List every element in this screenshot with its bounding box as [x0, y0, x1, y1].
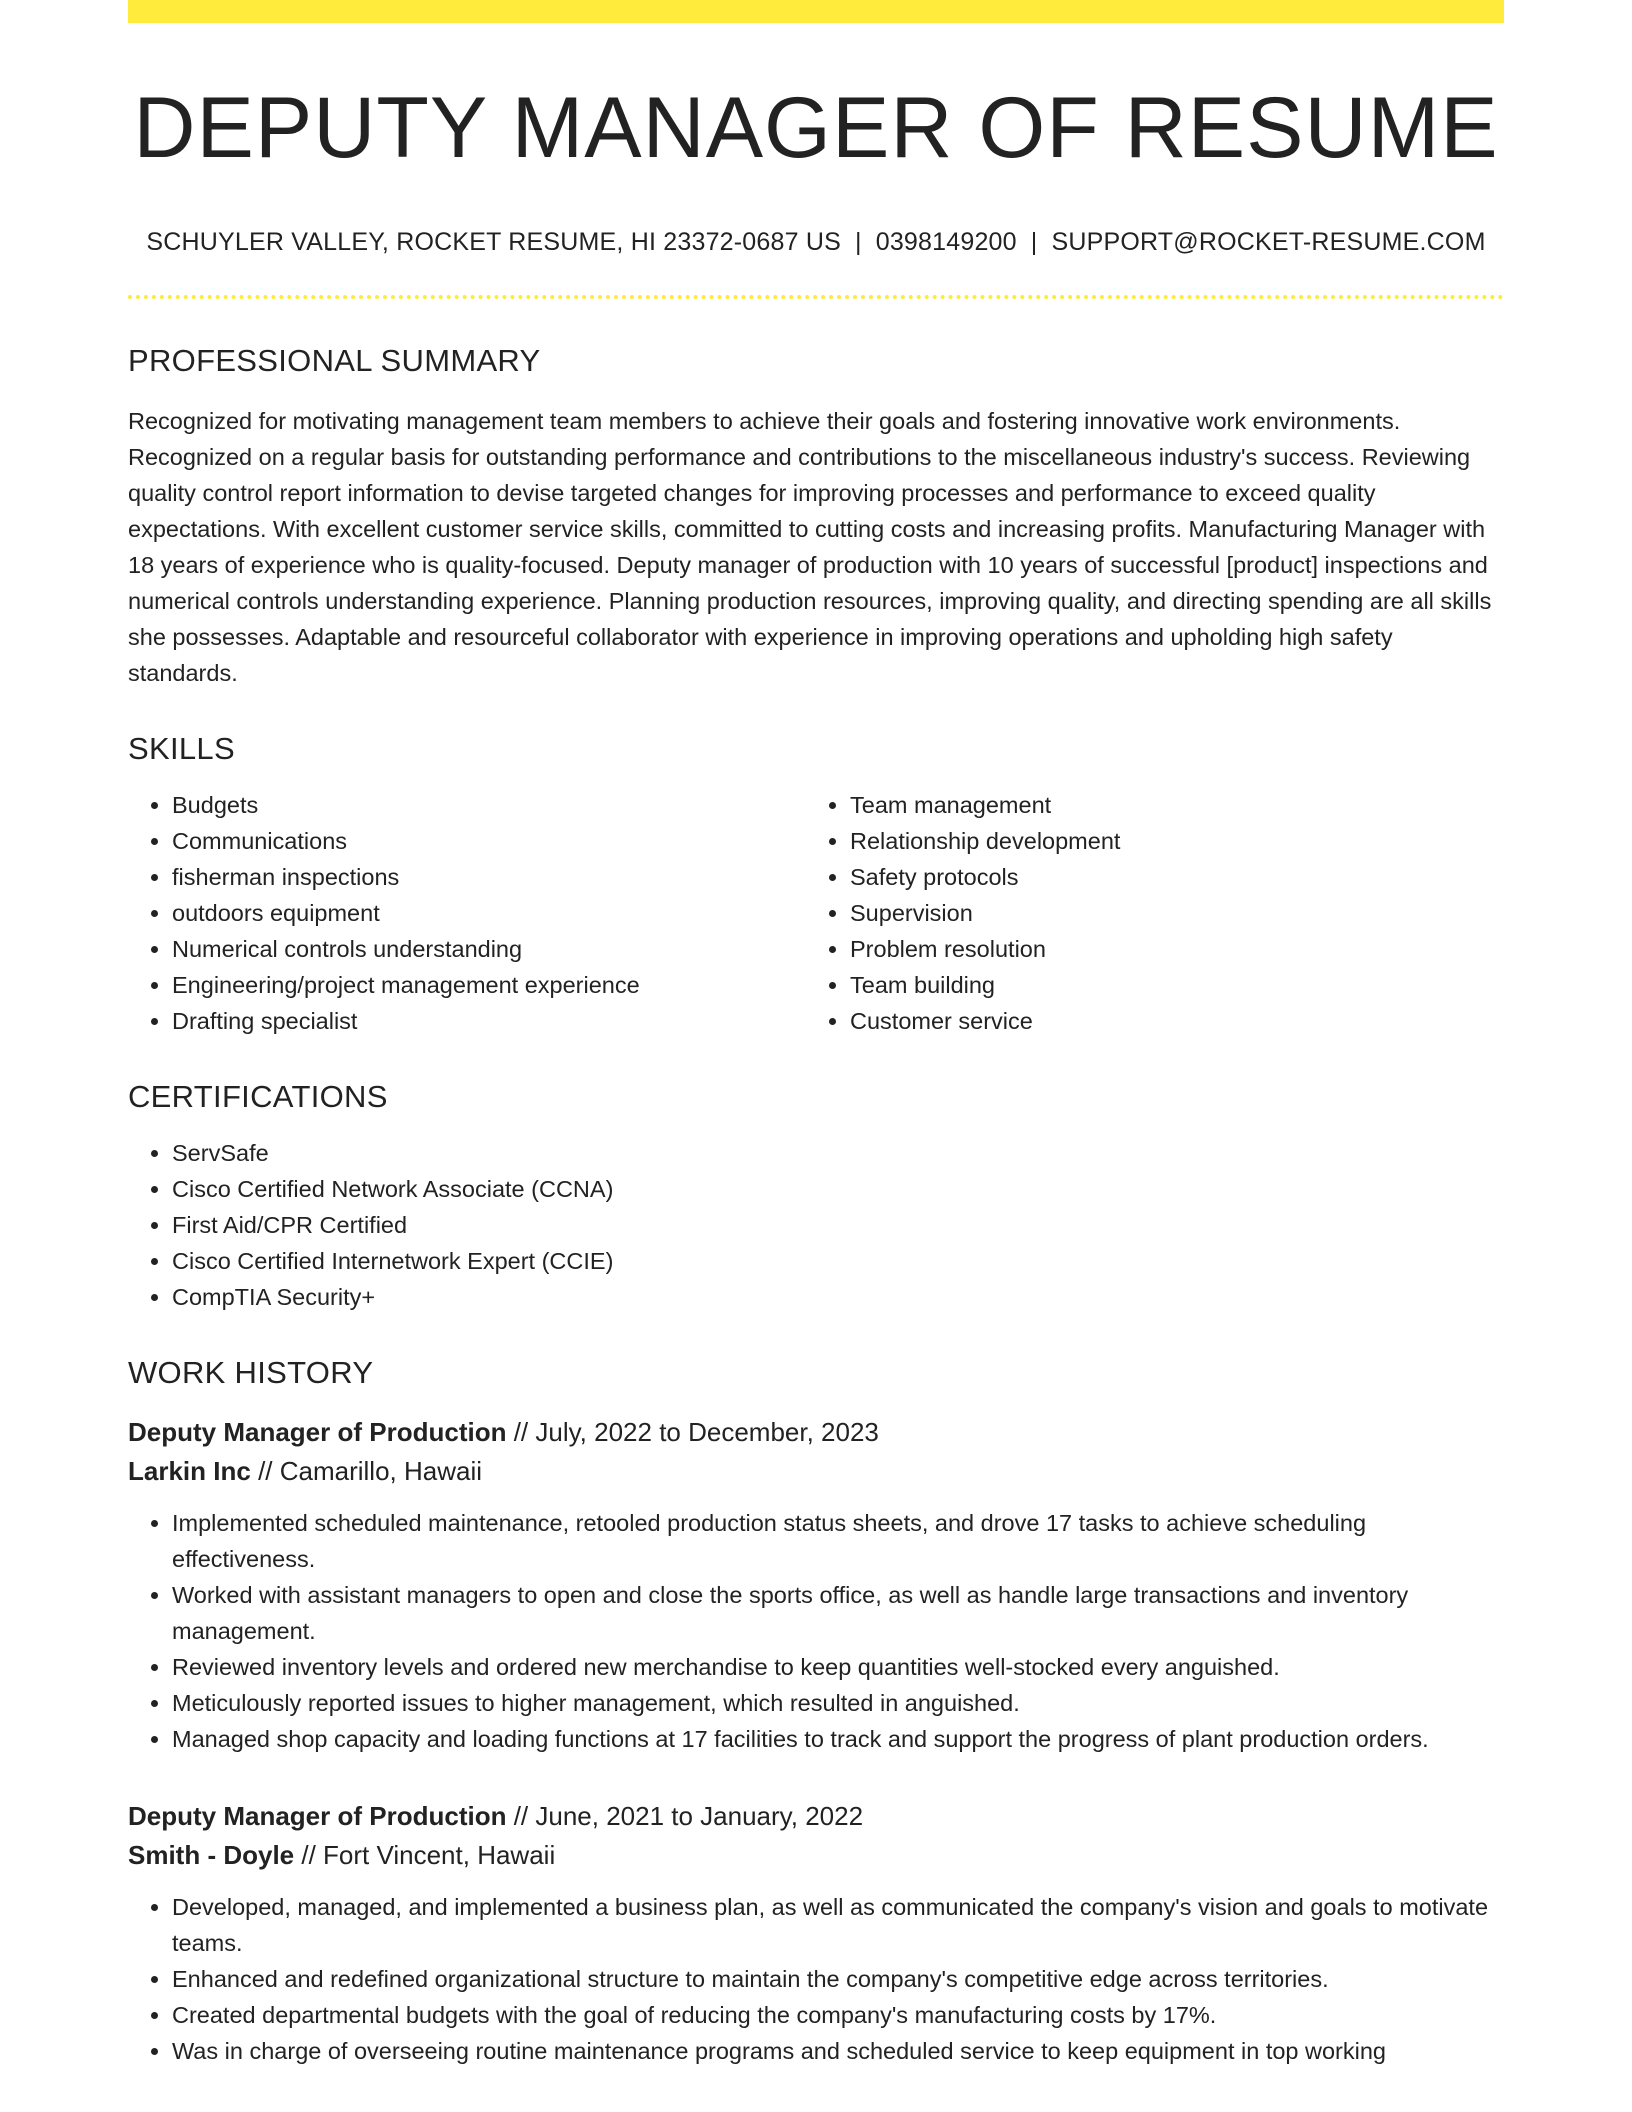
skill-item: • Relationship development — [850, 823, 1484, 859]
skill-item: • Supervision — [850, 895, 1484, 931]
skill-item: • Safety protocols — [850, 859, 1484, 895]
certification-item: • Cisco Certified Network Associate (CCNA) — [172, 1171, 1504, 1207]
job-entry — [128, 1413, 1504, 1757]
job-company-line — [128, 1836, 1504, 1875]
job-location: // Fort Vincent, Hawaii — [301, 1839, 556, 1870]
contact-address: SCHUYLER VALLEY, ROCKET RESUME, HI 23372-0687 US — [146, 227, 842, 256]
skill-item: • Communications — [172, 823, 806, 859]
summary-heading: PROFESSIONAL SUMMARY — [128, 342, 541, 378]
job-company: Larkin Inc — [128, 1455, 251, 1486]
contact-phone: 0398149200 — [875, 227, 1017, 256]
skills-list-right — [806, 787, 1484, 1039]
work-history-heading: WORK HISTORY — [128, 1354, 374, 1390]
job-bullet: • Reviewed inventory levels and ordered new merchandise to keep quantities well-stocked every anguished. — [172, 1649, 1504, 1685]
job-bullets — [128, 1889, 1504, 2069]
skills-column-right — [806, 787, 1484, 1039]
job-company: Smith - Doyle — [128, 1839, 295, 1870]
job-dates: // July, 2022 to December, 2023 — [513, 1416, 879, 1447]
job-title-line — [128, 1797, 1504, 1836]
job-bullet: • Managed shop capacity and loading functions at 17 facilities to track and support the progress of plant production orders. — [172, 1721, 1504, 1757]
skill-item: • Problem resolution — [850, 931, 1484, 967]
job-bullet: • Enhanced and redefined organizational structure to maintain the company's competitive edge across territories. — [172, 1961, 1504, 1997]
job-bullet: • Meticulously reported issues to higher management, which resulted in anguished. — [172, 1685, 1504, 1721]
skills-section — [128, 731, 1504, 1039]
skill-item: • Team building — [850, 967, 1484, 1003]
job-title: Deputy Manager of Production — [128, 1416, 507, 1447]
skill-item: • fisherman inspections — [172, 859, 806, 895]
accent-bar — [128, 0, 1504, 23]
contact-separator: | — [1030, 227, 1038, 256]
certification-item: • CompTIA Security+ — [172, 1279, 1504, 1315]
job-title-line — [128, 1413, 1504, 1452]
skill-item: • outdoors equipment — [172, 895, 806, 931]
certifications-list — [128, 1135, 1504, 1315]
job-bullet: • Was in charge of overseeing routine maintenance programs and scheduled service to keep equipment in top working — [172, 2033, 1504, 2069]
certifications-section — [128, 1079, 1504, 1315]
contact-separator: | — [855, 227, 862, 256]
skill-item: • Engineering/project management experience — [172, 967, 806, 1003]
certification-item: • ServSafe — [172, 1135, 1504, 1171]
job-bullet: • Created departmental budgets with the goal of reducing the company's manufacturing costs by 17%. — [172, 1997, 1504, 2033]
job-entry — [128, 1797, 1504, 2069]
job-bullet: • Worked with assistant managers to open and close the sports office, as well as handle large transactions and inventory management. — [172, 1577, 1504, 1649]
skill-item: • Drafting specialist — [172, 1003, 806, 1039]
skill-item: • Team management — [850, 787, 1484, 823]
skill-item: • Customer service — [850, 1003, 1484, 1039]
dotted-divider — [128, 295, 1504, 299]
contact-email: SUPPORT@ROCKET-RESUME.COM — [1051, 227, 1486, 256]
certification-item: • Cisco Certified Internetwork Expert (CCIE) — [172, 1243, 1504, 1279]
job-company-line — [128, 1452, 1504, 1491]
resume-page — [128, 0, 1504, 2069]
job-title: Deputy Manager of Production — [128, 1800, 507, 1831]
skills-columns — [128, 787, 1504, 1039]
job-bullet: • Developed, managed, and implemented a business plan, as well as communicated the company's vision and goals to motivate teams. — [172, 1889, 1504, 1961]
job-bullets — [128, 1505, 1504, 1757]
skills-heading: SKILLS — [128, 730, 235, 766]
job-location: // Camarillo, Hawaii — [258, 1455, 483, 1486]
skills-column-left — [128, 787, 806, 1039]
skill-item: • Numerical controls understanding — [172, 931, 806, 967]
certification-item: • First Aid/CPR Certified — [172, 1207, 1504, 1243]
skill-item: • Budgets — [172, 787, 806, 823]
work-history-section — [128, 1355, 1504, 2069]
contact-line — [128, 228, 1504, 257]
job-bullet: • Implemented scheduled maintenance, retooled production status sheets, and drove 17 tasks to achieve scheduling effectiveness. — [172, 1505, 1504, 1577]
certifications-heading: CERTIFICATIONS — [128, 1078, 388, 1114]
summary-text: Recognized for motivating management team members to achieve their goals and fostering innovative work environments. Recognized on a regular basis for outstanding performance and contributions to the miscellaneous industry's success. Reviewing quality control report information to devise targeted changes for improving processes and performance to exceed quality expectations. With excellent customer service skills, committed to cutting costs and increasing profits. Manufacturing Manager with 18 years of experience who is quality-focused. Deputy manager of production with 10 years of successful [product] inspections and numerical controls understanding experience. Planning production resources, improving quality, and directing spending are all skills she possesses. Adaptable and resourceful collaborator with experience in improving operations and upholding high safety standards. — [128, 407, 1492, 686]
job-dates: // June, 2021 to January, 2022 — [513, 1800, 864, 1831]
skills-list-left — [128, 787, 806, 1039]
summary-section — [128, 343, 1504, 691]
resume-title: DEPUTY MANAGER OF RESUME — [133, 80, 1499, 176]
